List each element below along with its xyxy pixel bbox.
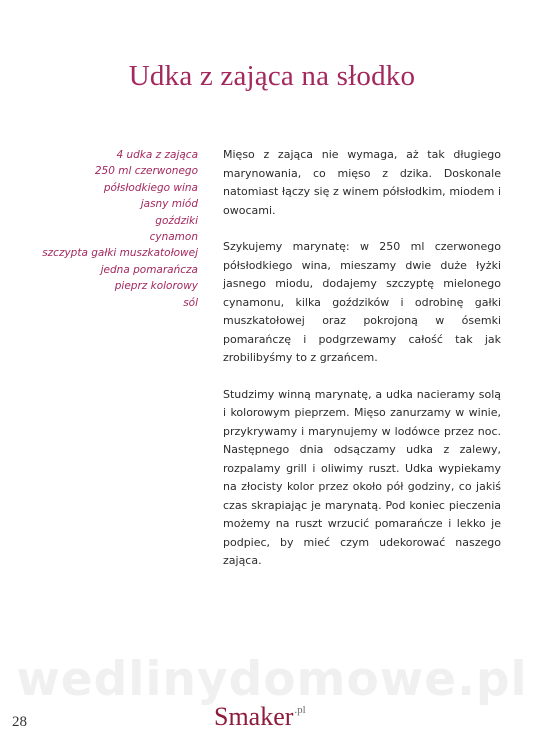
ingredient-item: cynamon xyxy=(149,231,198,244)
page-number: 28 xyxy=(12,714,27,730)
page-title: Udka z zająca na słodko xyxy=(128,60,416,92)
ingredient-item: jasny miód xyxy=(140,198,198,211)
recipe-paragraph: Mięso z zająca nie wymaga, aż tak długiego marynowania, co mięso z dzika. Doskonale natomiast łączy się z winem półsłodkim, miodem i owocami. xyxy=(223,148,501,217)
logo-suffix: .pl xyxy=(294,704,306,716)
ingredient-item: jedna pomarańcza xyxy=(100,263,198,276)
ingredients-list xyxy=(30,147,198,311)
recipe-paragraph: Szykujemy marynatę: w 250 ml czerwonego półsłodkiego wina, mieszamy dwie duże łyżki jasnego miodu, dodajemy szczyptę mielonego cynamonu, kilka goździków i odrobinę gałki muszkatołowej oraz pokrojoną w ósemki pomarańczę i podgrzewamy całość tak jak zrobilibyśmy to z grzańcem. xyxy=(223,240,501,364)
ingredient-item: sól xyxy=(183,296,198,309)
watermark: wedlinydomowe.pl xyxy=(16,652,528,707)
publisher-logo xyxy=(214,702,306,732)
ingredient-item: pieprz kolorowy xyxy=(114,280,198,293)
ingredient-item: półsłodkiego wina xyxy=(103,181,198,194)
ingredient-item: goździki xyxy=(155,214,198,227)
ingredient-item: 4 udka z zająca xyxy=(116,149,198,161)
logo-name: Smaker xyxy=(214,702,294,731)
ingredient-item: 250 ml czerwonego xyxy=(94,165,198,178)
recipe-body xyxy=(223,146,501,589)
recipe-paragraph: Studzimy winną marynatę, a udka nacieramy solą i kolorowym pieprzem. Mięso zanurzamy w winie, przykrywamy i marynujemy w lodówce przez noc. Następnego dnia odsączamy udka z zalewy, rozpalamy grill i oliwimy ruszt. Udka wypiekamy na złocisty kolor przez około pół godziny, co jakiś czas skrapiając je marynatą. Pod koniec pieczenia możemy na ruszt wrzucić pomarańcze i lekko je podpiec, by mieć czym udekorować naszego zająca. xyxy=(223,387,501,567)
ingredient-item: szczypta gałki muszkatołowej xyxy=(42,247,198,260)
